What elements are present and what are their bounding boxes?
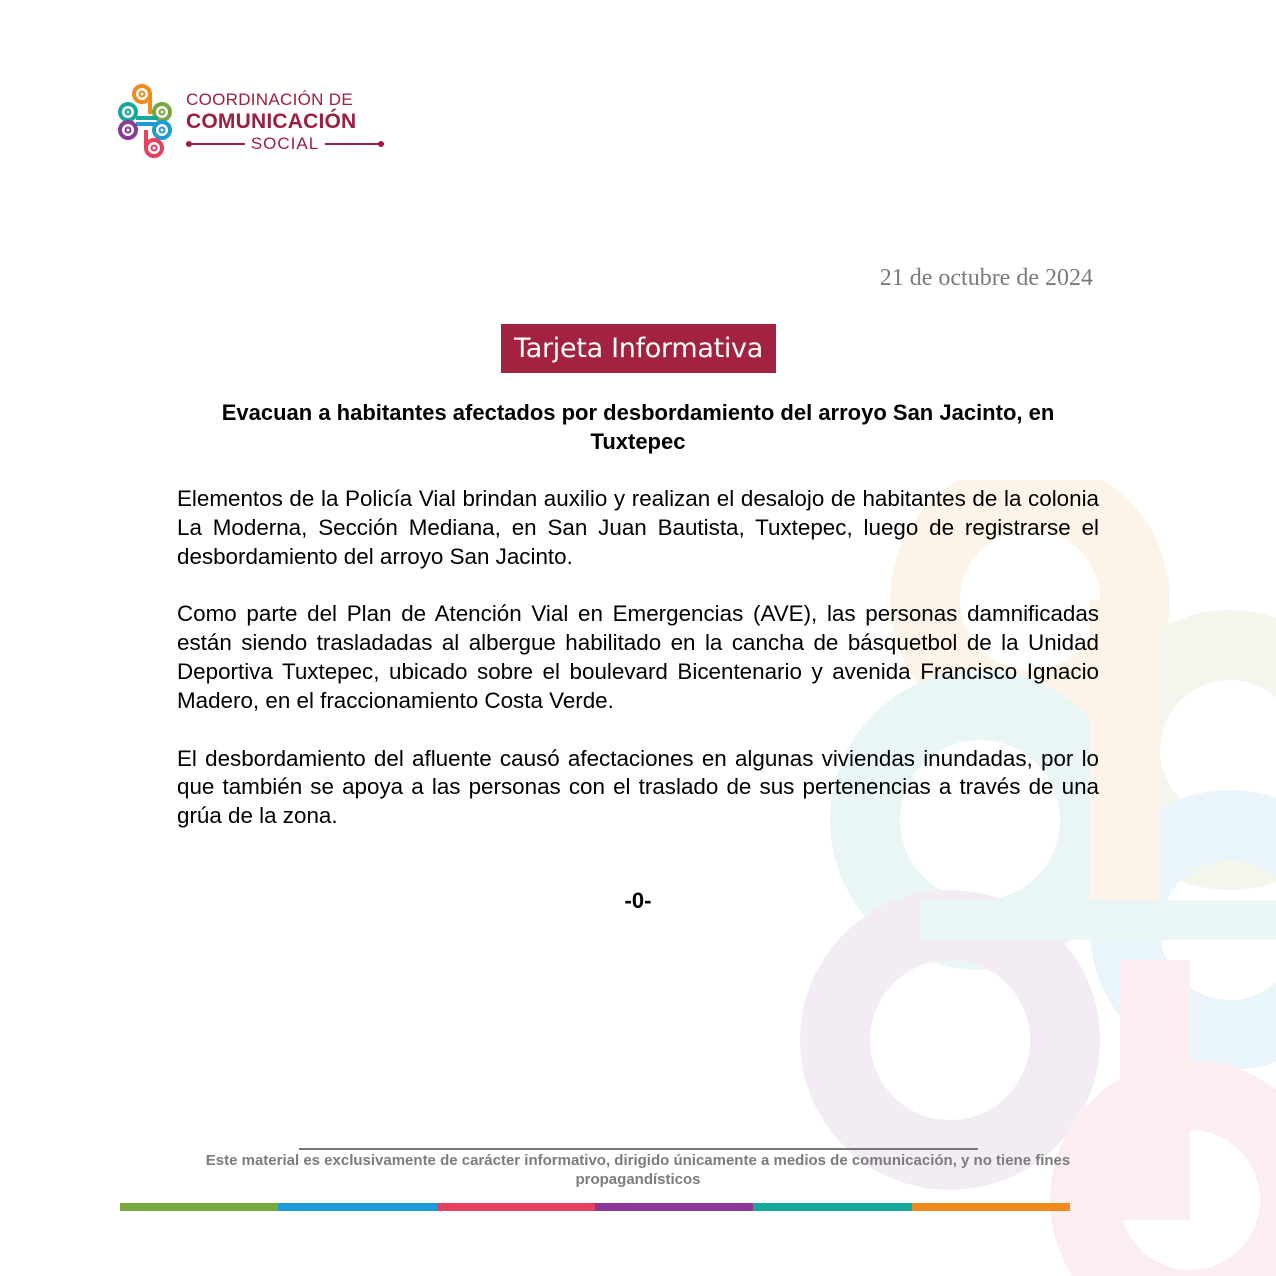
- article-headline: Evacuan a habitantes afectados por desbordamiento del arroyo San Jacinto, en Tuxtepec: [221, 400, 1055, 454]
- article-body: [177, 485, 1099, 860]
- article-paragraph: Como parte del Plan de Atención Vial en Emergencias (AVE), las personas damnificadas están siendo trasladadas al albergue habilitado en la cancha de básquetbol de la Unidad Deportiva Tuxtepec, ubicado sobre el boulevard Bicentenario y avenida Francisco Ignacio Madero, en el fraccionamiento Costa Verde.: [177, 601, 1099, 713]
- logo-rule-right: [325, 143, 384, 145]
- logo-line-3: [186, 134, 384, 154]
- logo-rule-left: [186, 143, 245, 145]
- logo-social-label: SOCIAL: [250, 134, 320, 153]
- logo-mark-icon: [118, 82, 178, 162]
- color-bar-segment: [437, 1203, 595, 1211]
- footer-color-bar: [120, 1203, 1070, 1211]
- logo-line-2: COMUNICACIÓN: [186, 110, 357, 133]
- article-paragraph: El desbordamiento del afluente causó afectaciones en algunas viviendas inundadas, por lo que también se apoya a las personas con el traslado de sus pertenencias a través de una grúa de la zona.: [177, 745, 1099, 829]
- color-bar-segment: [912, 1203, 1070, 1211]
- agency-logo: [118, 82, 384, 162]
- color-bar-segment: [120, 1203, 278, 1211]
- document-type-badge: Tarjeta Informativa: [501, 324, 776, 373]
- closing-mark: -0-: [624, 888, 652, 913]
- document-date: 21 de octubre de 2024: [879, 265, 1093, 291]
- color-bar-segment: [753, 1203, 911, 1211]
- footer-disclaimer: Este material es exclusivamente de carácter informativo, dirigido únicamente a medios de comunicación, y no tiene fines propagandísticos: [205, 1152, 1071, 1188]
- footer-divider: [299, 1148, 978, 1150]
- logo-line-1: COORDINACIÓN DE: [186, 90, 353, 109]
- color-bar-segment: [595, 1203, 753, 1211]
- logo-text: [186, 90, 384, 154]
- color-bar-segment: [278, 1203, 436, 1211]
- article-paragraph: Elementos de la Policía Vial brindan auxilio y realizan el desalojo de habitantes de la colonia La Moderna, Sección Mediana, en San Juan Bautista, Tuxtepec, luego de registrarse el desbordamiento del arroyo San Jacinto.: [177, 486, 1099, 569]
